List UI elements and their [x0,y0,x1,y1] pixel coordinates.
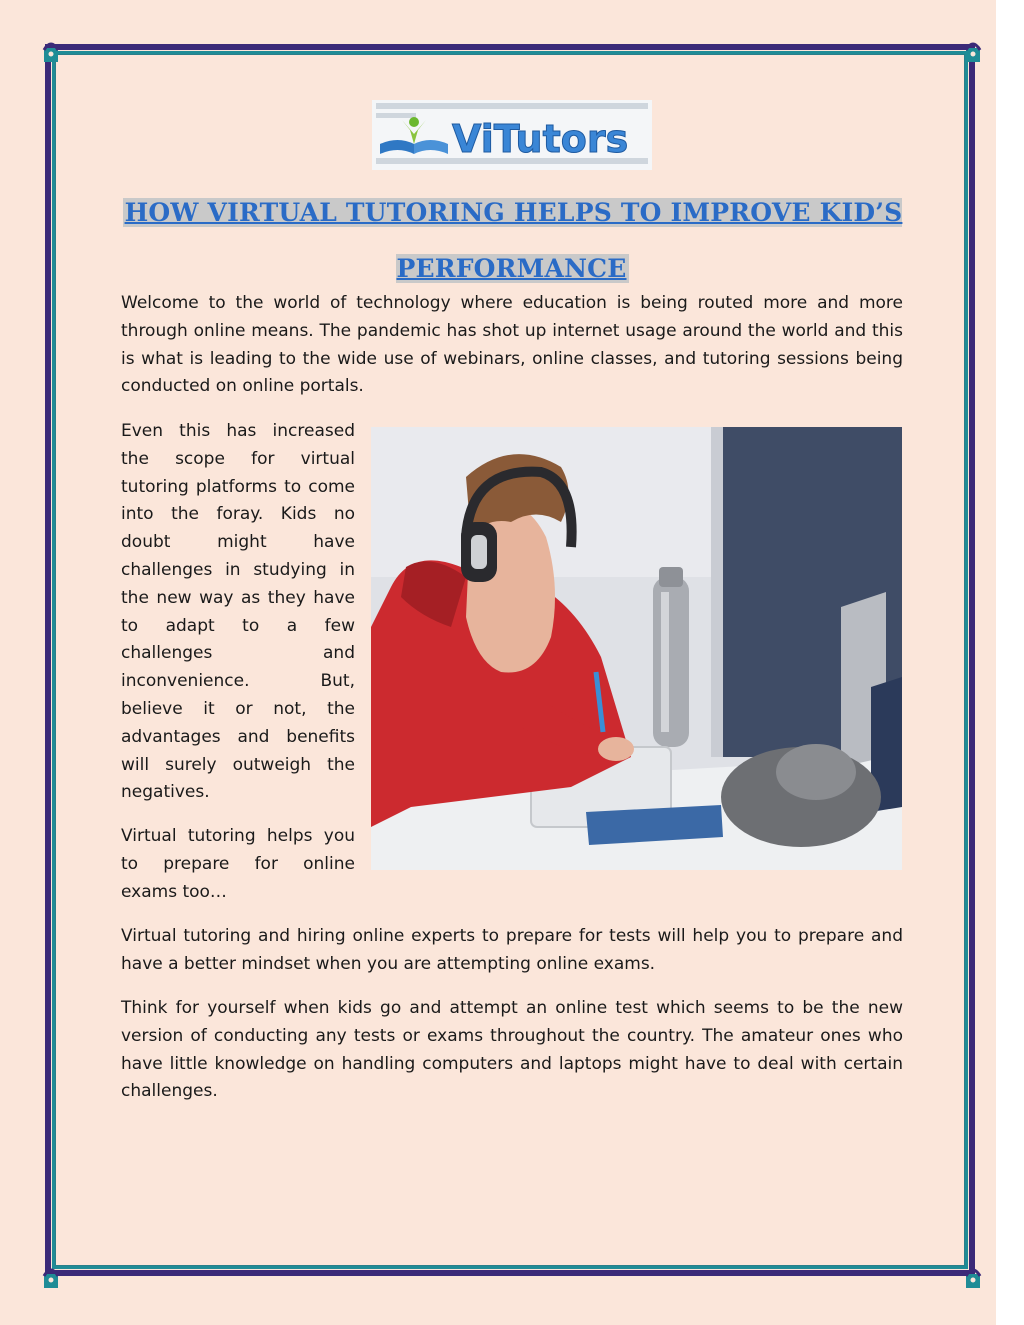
ornament-corner-icon [42,1266,60,1288]
scope-paragraph: Even this has increased the scope for virtual tutoring platforms to come into the foray. Kids no doubt might have challenges in studying in the new way as they have to adapt to a few challenges and inconvenience. But, believe it or not, the advantages and benefits will surely outweigh the negatives. [121,421,355,803]
ornament-corner-icon [964,1266,982,1288]
ornament-corner-icon [964,40,982,62]
exams-paragraph: Virtual tutoring helps you to prepare for online exams too… [121,826,355,902]
vitutors-logo [372,100,652,170]
logo-wordmark: ViTutors [452,117,629,161]
intro-paragraph: Welcome to the world of technology where education is being routed more and more through online means. The pandemic has shot up internet usage around the world and this is what is leading to the wide use of webinars, online classes, and tutoring sessions being conducted on online portals. [121,293,903,397]
ornament-corner-icon [42,40,60,62]
student-headphones-photo [371,427,902,870]
page-title: HOW VIRTUAL TUTORING HELPS TO IMPROVE KID’S PERFORMANCE [124,198,903,283]
think-paragraph: Think for yourself when kids go and attempt an online test which seems to be the new version of conducting any tests or exams throughout the country. The amateur ones who have little knowledge on handling computers and laptops might have to deal with certain challenges. [121,998,903,1102]
experts-paragraph: Virtual tutoring and hiring online experts to prepare for tests will help you to prepare and have a better mindset when you are attempting online exams. [121,926,903,974]
